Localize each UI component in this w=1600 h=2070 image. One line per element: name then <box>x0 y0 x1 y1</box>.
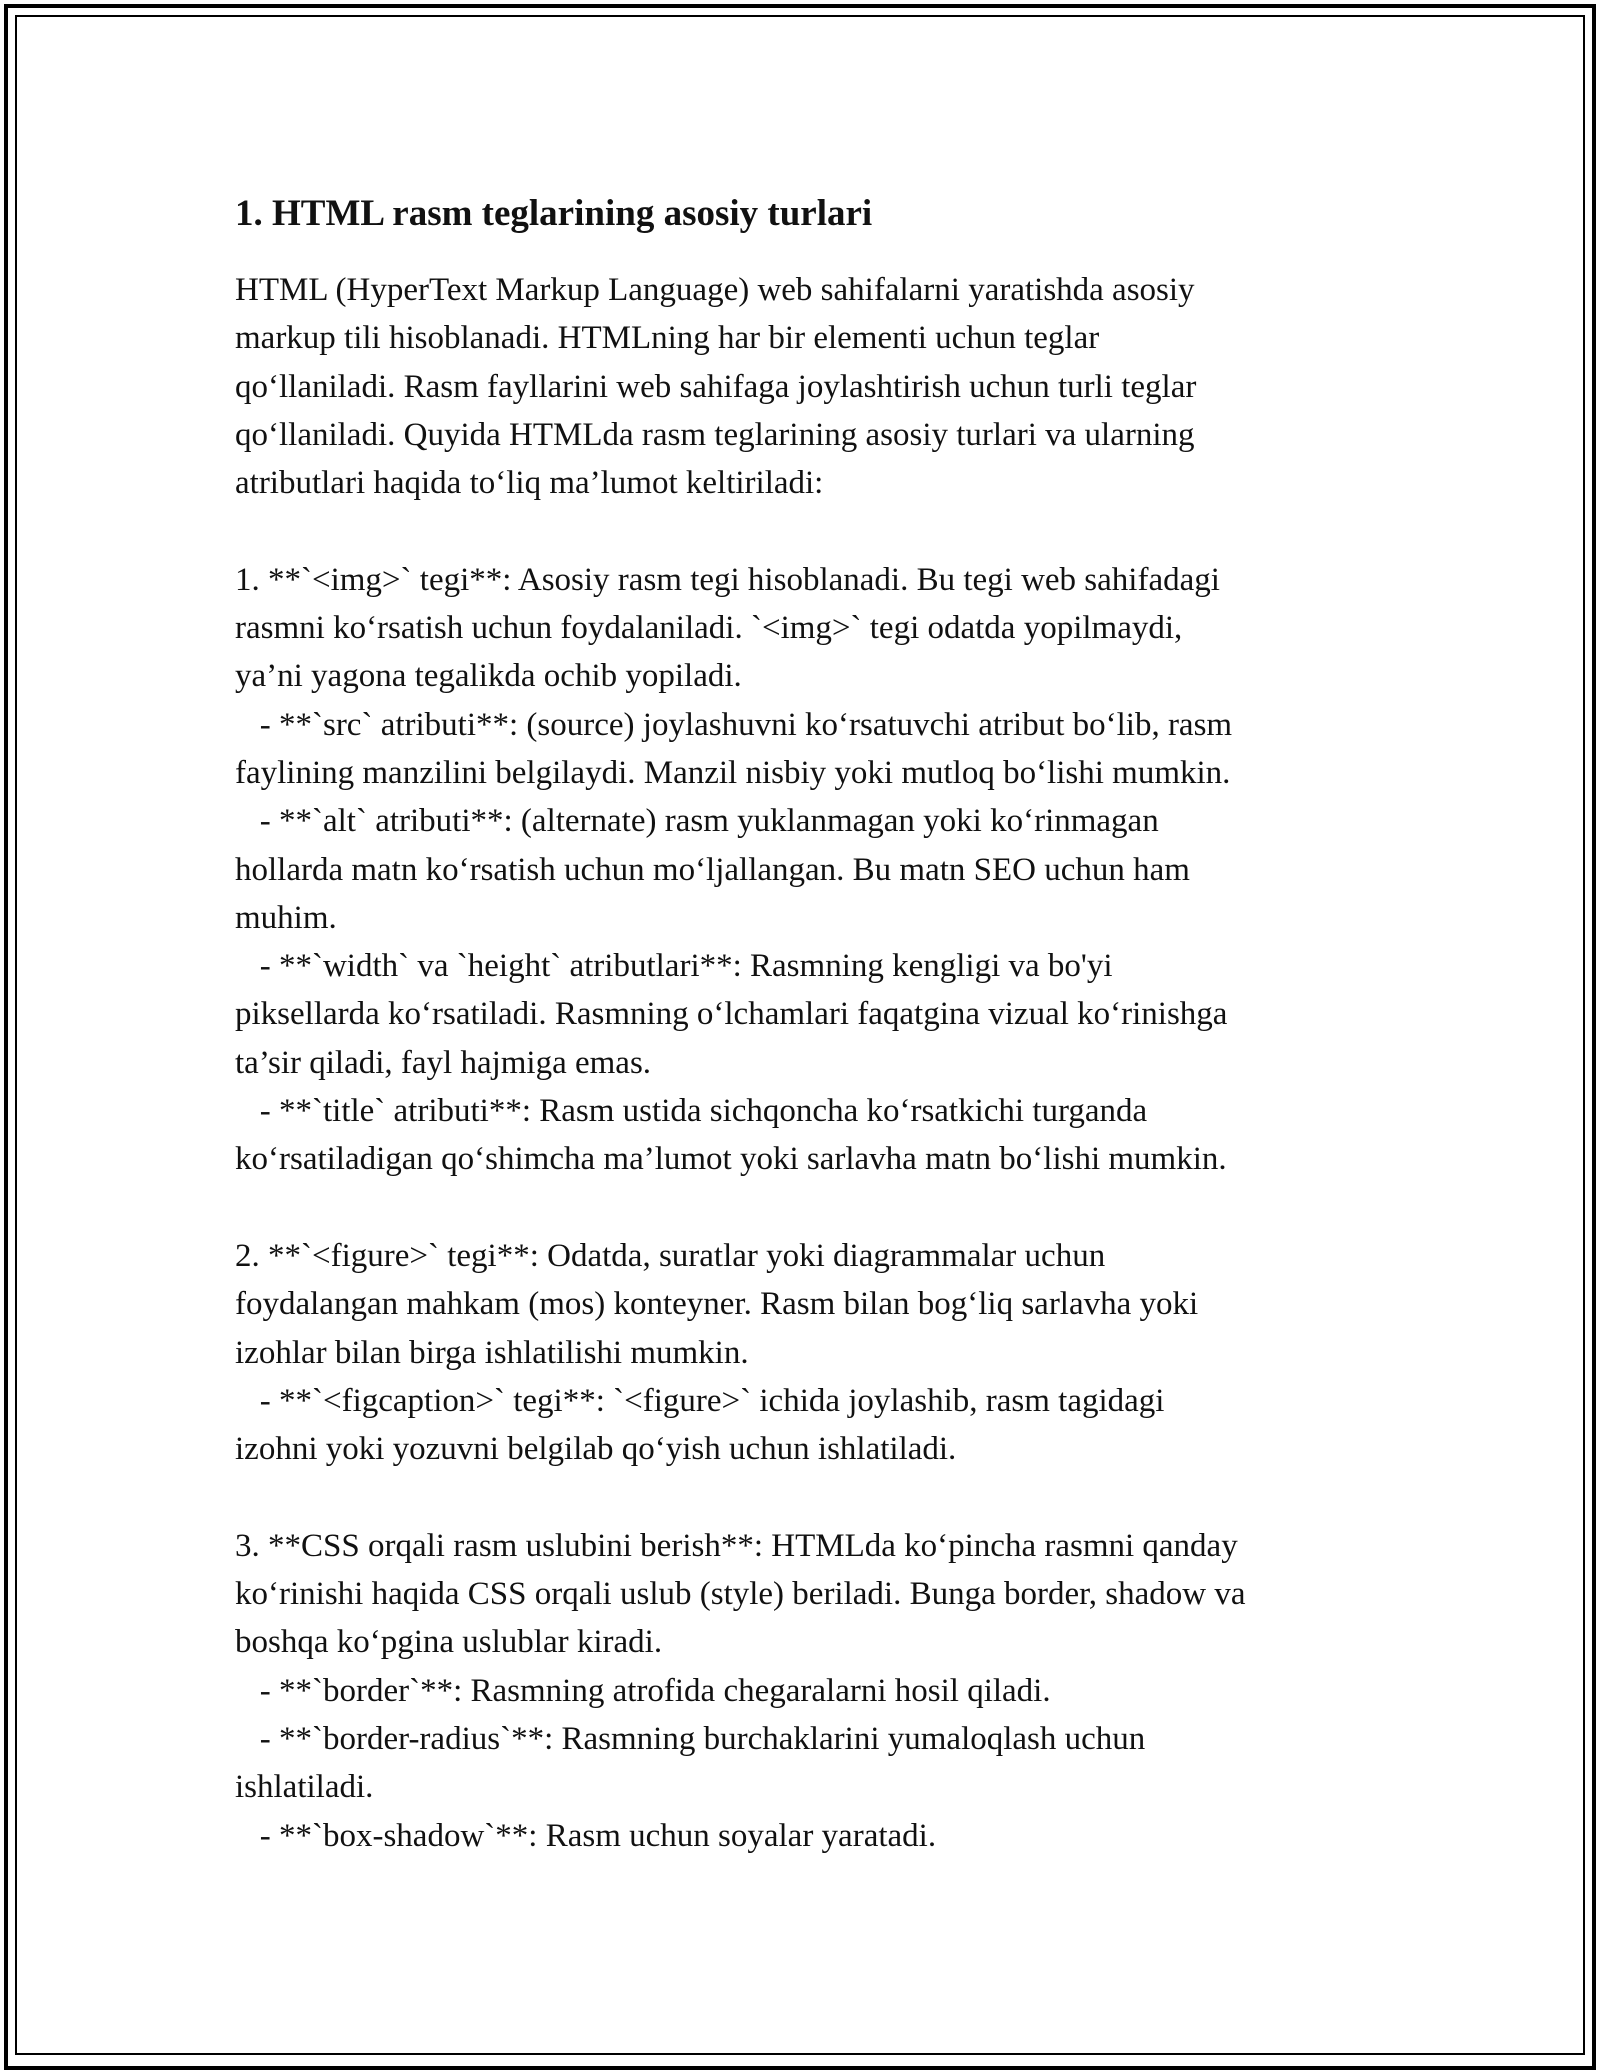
text-line: markup tili hisoblanadi. HTMLning har bir elementi uchun teglar <box>235 320 1100 357</box>
paragraph-gap <box>235 1184 1375 1232</box>
text-line: rasmni ko‘rsatish uchun foydalaniladi. `<img>` tegi odatda yopilmaydi, <box>235 610 1183 647</box>
text-line: - **`box-shadow`**: Rasm uchun soyalar yaratadi. <box>235 1817 937 1854</box>
text-line: hollarda matn ko‘rsatish uchun mo‘ljallangan. Bu matn SEO uchun ham <box>235 851 1190 888</box>
text-line: - **`width` va `height` atributlari**: Rasmning kengligi va bo'yi <box>235 948 1113 985</box>
text-line: faylining manzilini belgilaydi. Manzil nisbiy yoki mutloq bo‘lishi mumkin. <box>235 754 1231 791</box>
text-line: ko‘rinishi haqida CSS orqali uslub (style) beriladi. Bunga border, shadow va <box>235 1576 1246 1613</box>
text-line: - **`border-radius`**: Rasmning burchaklarini yumaloqlash uchun <box>235 1720 1146 1757</box>
text-line: izohni yoki yozuvni belgilab qo‘yish uchun ishlatiladi. <box>235 1431 957 1468</box>
text-line: foydalangan mahkam (mos) konteyner. Rasm bilan bog‘liq sarlavha yoki <box>235 1286 1199 1323</box>
text-line: ko‘rsatiladigan qo‘shimcha ma’lumot yoki sarlavha matn bo‘lishi mumkin. <box>235 1141 1227 1178</box>
paragraph-gap <box>235 507 1375 555</box>
document-title: 1. HTML rasm teglarining asosiy turlari <box>235 193 873 234</box>
text-line: - **`<figcaption>` tegi**: `<figure>` ichida joylashib, rasm tagidagi <box>235 1382 1165 1419</box>
text-line: ya’ni yagona tegalikda ochib yopiladi. <box>235 658 742 695</box>
text-line: - **`alt` atributi**: (alternate) rasm yuklanmagan yoki ko‘rinmagan <box>235 803 1159 840</box>
text-line: - **`border`**: Rasmning atrofida chegaralarni hosil qiladi. <box>235 1672 1051 1709</box>
text-line: - **`title` atributi**: Rasm ustida sichqoncha ko‘rsatkichi turganda <box>235 1093 1148 1130</box>
text-line: 2. **`<figure>` tegi**: Odatda, suratlar yoki diagrammalar uchun <box>235 1237 1106 1274</box>
text-line: 3. **CSS orqali rasm uslubini berish**: HTMLda ko‘pincha rasmni qanday <box>235 1527 1238 1564</box>
text-line: muhim. <box>235 899 337 936</box>
paragraph-gap <box>235 1473 1375 1521</box>
text-line: ishlatiladi. <box>235 1769 374 1806</box>
text-line: atributlari haqida to‘liq ma’lumot keltiriladi: <box>235 465 824 502</box>
text-line: boshqa ko‘pgina uslublar kiradi. <box>235 1624 663 1661</box>
text-line: 1. **`<img>` tegi**: Asosiy rasm tegi hisoblanadi. Bu tegi web sahifadagi <box>235 561 1220 598</box>
text-line: qo‘llaniladi. Quyida HTMLda rasm teglarining asosiy turlari va ularning <box>235 416 1195 453</box>
document-text <box>235 266 1375 1860</box>
text-line: qo‘llaniladi. Rasm fayllarini web sahifaga joylashtirish uchun turli teglar <box>235 368 1197 405</box>
text-line: piksellarda ko‘rsatiladi. Rasmning o‘lchamlari faqatgina vizual ko‘rinishga <box>235 996 1228 1033</box>
text-line: izohlar bilan birga ishlatilishi mumkin. <box>235 1334 749 1371</box>
text-line: HTML (HyperText Markup Language) web sahifalarni yaratishda asosiy <box>235 272 1195 308</box>
text-line: ta’sir qiladi, fayl hajmiga emas. <box>235 1044 652 1081</box>
document-body <box>235 188 1375 1860</box>
text-line: - **`src` atributi**: (source) joylashuvni ko‘rsatuvchi atribut bo‘lib, rasm <box>235 706 1233 743</box>
